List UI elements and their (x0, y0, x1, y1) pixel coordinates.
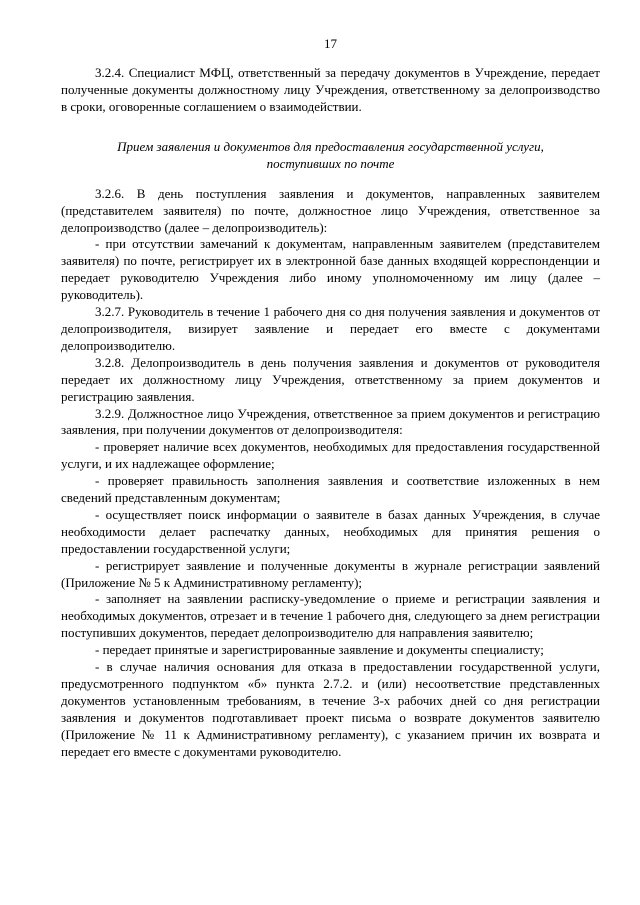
list-item-register-application: - регистрирует заявление и полученные документы в журнале регистрации заявлений (Приложение № 5 к Административному регламенту); (61, 557, 600, 590)
page-number: 17 (324, 36, 337, 51)
section-heading-line-1: Прием заявления и документов для предоставления государственной услуги, (117, 138, 544, 154)
list-item-search-information: - осуществляет поиск информации о заявителе в базах данных Учреждения, в случае необходимости делает распечатку данных, необходимых для принятия решения о предоставлении государственной услуги; (61, 506, 600, 556)
section-heading (61, 138, 600, 172)
list-item-refusal-grounds: - в случае наличия основания для отказа в предоставлении государственной услуги, предусмотренного подпунктом «б» пункта 2.7.2. и (или) несоответствие представленных документов установленным требованиям, в течение 3-х рабочих дней со дня регистрации заявления и документов подготавливает проект письма о возврате документов заявителю (Приложение № 11 к Административному регламенту), с указанием причин их возврата и передает его вместе с документами руководителю. (61, 659, 600, 759)
section-heading-line-2: поступивших по почте (266, 155, 395, 171)
list-item-check-documents: - проверяет наличие всех документов, необходимых для предоставления государственной услуги, и их надлежащее оформление; (61, 439, 600, 472)
list-item-registration: - при отсутствии замечаний к документам, направленным заявителем (представителем заявителя) по почте, регистрирует их в электронной базе данных входящей корреспонденции и передает руководителю Учреждения либо иному уполномоченному им лицу (далее – руководитель). (61, 236, 600, 303)
list-item-transfer-to-specialist: - передает принятые и зарегистрированные заявление и документы специалисту; (95, 642, 544, 658)
list-item-fill-receipt: - заполняет на заявлении расписку-уведомление о приеме и регистрации заявления и необходимых документов, отрезает и в течение 1 рабочего дня, следующего за днем регистрации поступивших документов, передает делопроизводителю для направления заявителю; (61, 591, 600, 641)
paragraph-3-2-4: 3.2.4. Специалист МФЦ, ответственный за передачу документов в Учреждение, передает полученные документы должностному лицу Учреждения, ответственному за делопроизводство в сроки, оговоренные соглашением о взаимодействии. (61, 65, 600, 114)
paragraph-3-2-6: 3.2.6. В день поступления заявления и документов, направленных заявителем (представителем заявителя) по почте, должностное лицо Учреждения, ответственное за делопроизводство (далее – делопроизводитель): (61, 185, 600, 235)
list-item-check-correctness: - проверяет правильность заполнения заявления и соответствие изложенных в нем сведений представленным документам; (61, 473, 600, 506)
paragraph-3-2-7: 3.2.7. Руководитель в течение 1 рабочего дня со дня получения заявления и документов от делопроизводителя, визирует заявление и передает его вместе с документами делопроизводителю. (61, 304, 600, 353)
paragraph-3-2-9: 3.2.9. Должностное лицо Учреждения, ответственное за прием документов и регистрацию заявления, при получении документов от делопроизводителя: (61, 405, 600, 438)
paragraph-3-2-8: 3.2.8. Делопроизводитель в день получения заявления и документов от руководителя передает их должностному лицу Учреждения, ответственному за прием документов и регистрацию заявления. (61, 354, 600, 404)
